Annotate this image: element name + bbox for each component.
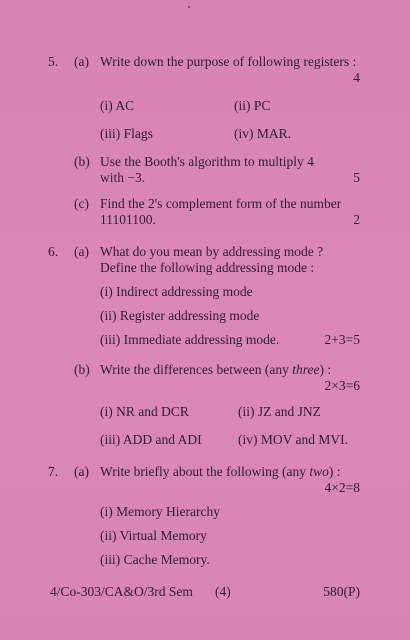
q6b-item-3: (iii) ADD and ADI bbox=[100, 432, 202, 447]
q5b-marks: 5 bbox=[353, 170, 360, 185]
q7a-marks: 4×2=8 bbox=[324, 480, 360, 495]
q6a-item-3: (iii) Immediate addressing mode. bbox=[100, 332, 280, 347]
q5a-item-3: (iii) Flags bbox=[100, 126, 153, 141]
q6a-line2: Define the following addressing mode : bbox=[100, 260, 315, 275]
q6b-marks: 2×3=6 bbox=[324, 378, 360, 393]
q6a-marks: 2+3=5 bbox=[324, 332, 360, 347]
q6-number: 6. bbox=[48, 244, 59, 259]
q5a-text: Write down the purpose of following registers : bbox=[100, 54, 357, 69]
q5-number: 5. bbox=[48, 54, 59, 69]
q5c-marks: 2 bbox=[353, 212, 360, 227]
q6b-text-em: three bbox=[292, 362, 320, 377]
q5c-line1: Find the 2's complement form of the number bbox=[100, 196, 342, 211]
q5c-line2: 11101100. bbox=[100, 212, 156, 227]
q5b-label: (b) bbox=[74, 154, 90, 169]
footer-code: 580(P) bbox=[323, 584, 360, 599]
q7a-label: (a) bbox=[74, 464, 89, 479]
q7a-text-after: ) : bbox=[328, 464, 341, 479]
q6b-label: (b) bbox=[74, 362, 90, 377]
q7a-item-3: (iii) Cache Memory. bbox=[100, 552, 210, 567]
q6a-item-1: (i) Indirect addressing mode bbox=[100, 284, 253, 299]
q6b-text bbox=[100, 362, 331, 378]
q5a-item-4: (iv) MAR. bbox=[234, 126, 291, 141]
q7a-item-2: (ii) Virtual Memory bbox=[100, 528, 207, 543]
q6a-item-2: (ii) Register addressing mode bbox=[100, 308, 260, 323]
q5c-label: (c) bbox=[74, 196, 89, 211]
q5a-item-2: (ii) PC bbox=[234, 98, 271, 113]
q5b-line2: with −3. bbox=[100, 170, 146, 185]
q6b-item-2: (ii) JZ and JNZ bbox=[238, 404, 321, 419]
q5a-marks: 4 bbox=[353, 70, 360, 85]
q6b-text-after: ) : bbox=[319, 362, 332, 377]
q5a-label: (a) bbox=[74, 54, 89, 69]
speck bbox=[188, 6, 190, 8]
q7-number: 7. bbox=[48, 464, 59, 479]
q7a-text-before: Write briefly about the following (any bbox=[100, 464, 310, 479]
q6b-item-4: (iv) MOV and MVI. bbox=[238, 432, 348, 447]
q5a-item-1: (i) AC bbox=[100, 98, 135, 113]
q6a-label: (a) bbox=[74, 244, 89, 259]
footer-course: 4/Co-303/CA&O/3rd Sem bbox=[50, 584, 193, 599]
q6b-item-1: (i) NR and DCR bbox=[100, 404, 189, 419]
q7a-item-1: (i) Memory Hierarchy bbox=[100, 504, 220, 519]
footer-page-number: (4) bbox=[215, 584, 231, 599]
q7a-text-em: two bbox=[309, 464, 329, 479]
q6b-text-before: Write the differences between (any bbox=[100, 362, 293, 377]
q7a-text bbox=[100, 464, 341, 480]
q6a-line1: What do you mean by addressing mode ? bbox=[100, 244, 324, 259]
q5b-line1: Use the Booth's algorithm to multiply 4 bbox=[100, 154, 314, 169]
